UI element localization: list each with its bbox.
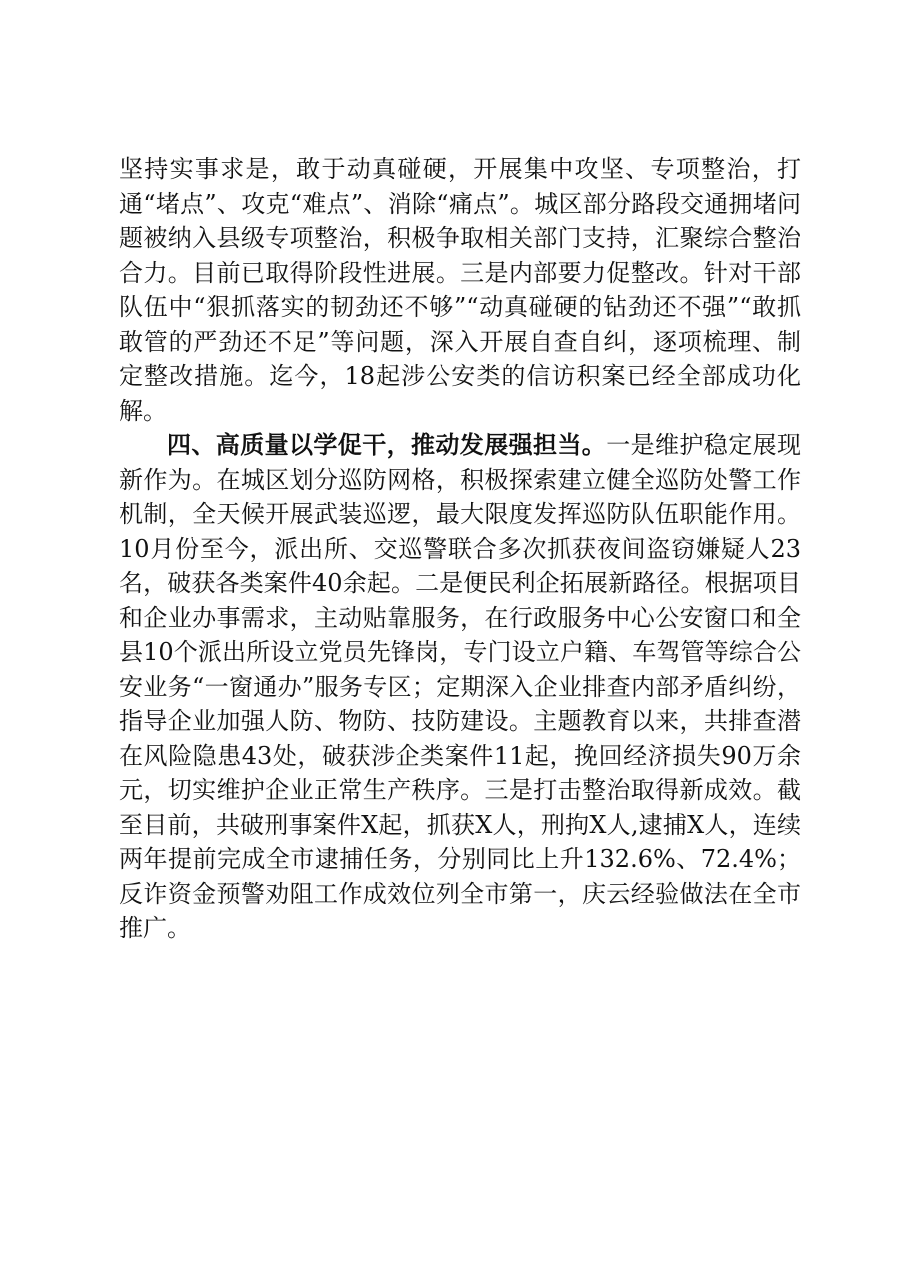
paragraph-1: 坚持实事求是，敢于动真碰硬，开展集中攻坚、专项整治，打通“堵点”、攻克“难点”、消除“痛点”。城区部分路段交通拥堵问题被纳入县级专项整治，积极争取相关部门支持，汇聚综合整治合力。目前已取得阶段性进展。三是内部要力促整改。针对干部队伍中“狠抓落实的韧劲还不够”“动真碰硬的钻劲还不强”“敢抓敢管的严劲还不足”等问题，深入开展自查自纠，逐项梳理、制定整改措施。迄今，18起涉公安类的信访积案已经全部成功化解。: [119, 155, 801, 425]
paragraph-2-body: 一是维护稳定展现新作为。在城区划分巡防网格，积极探索建立健全巡防处警工作机制，全天候开展武装巡逻，最大限度发挥巡防队伍职能作用。10月份至今，派出所、交巡警联合多次抓获夜间盗窃嫌疑人23名，破获各类案件40余起。二是便民利企拓展新路径。根据项目和企业办事需求，主动贴靠服务，在行政服务中心公安窗口和全县10个派出所设立党员先锋岗，专门设立户籍、车驾管等综合公安业务“一窗通办”服务专区；定期深入企业排查内部矛盾纠纷，指导企业加强人防、物防、技防建设。主题教育以来，共排查潜在风险隐患43处，破获涉企类案件11起，挽回经济损失90万余元，切实维护企业正常生产秩序。三是打击整治取得新成效。截至目前，共破刑事案件X起，抓获X人，刑拘X人,逮捕X人，连续两年提前完成全市逮捕任务，分别同比上升132.6%、72.4%；反诈资金预警劝阻工作成效位列全市第一，庆云经验做法在全市推广。: [119, 431, 802, 942]
section-heading: 四、高质量以学促干，推动发展强担当。: [167, 431, 607, 459]
paragraph-block-1: [119, 152, 801, 428]
paragraph-block-2: [119, 428, 801, 946]
paragraph-2: [119, 428, 801, 946]
